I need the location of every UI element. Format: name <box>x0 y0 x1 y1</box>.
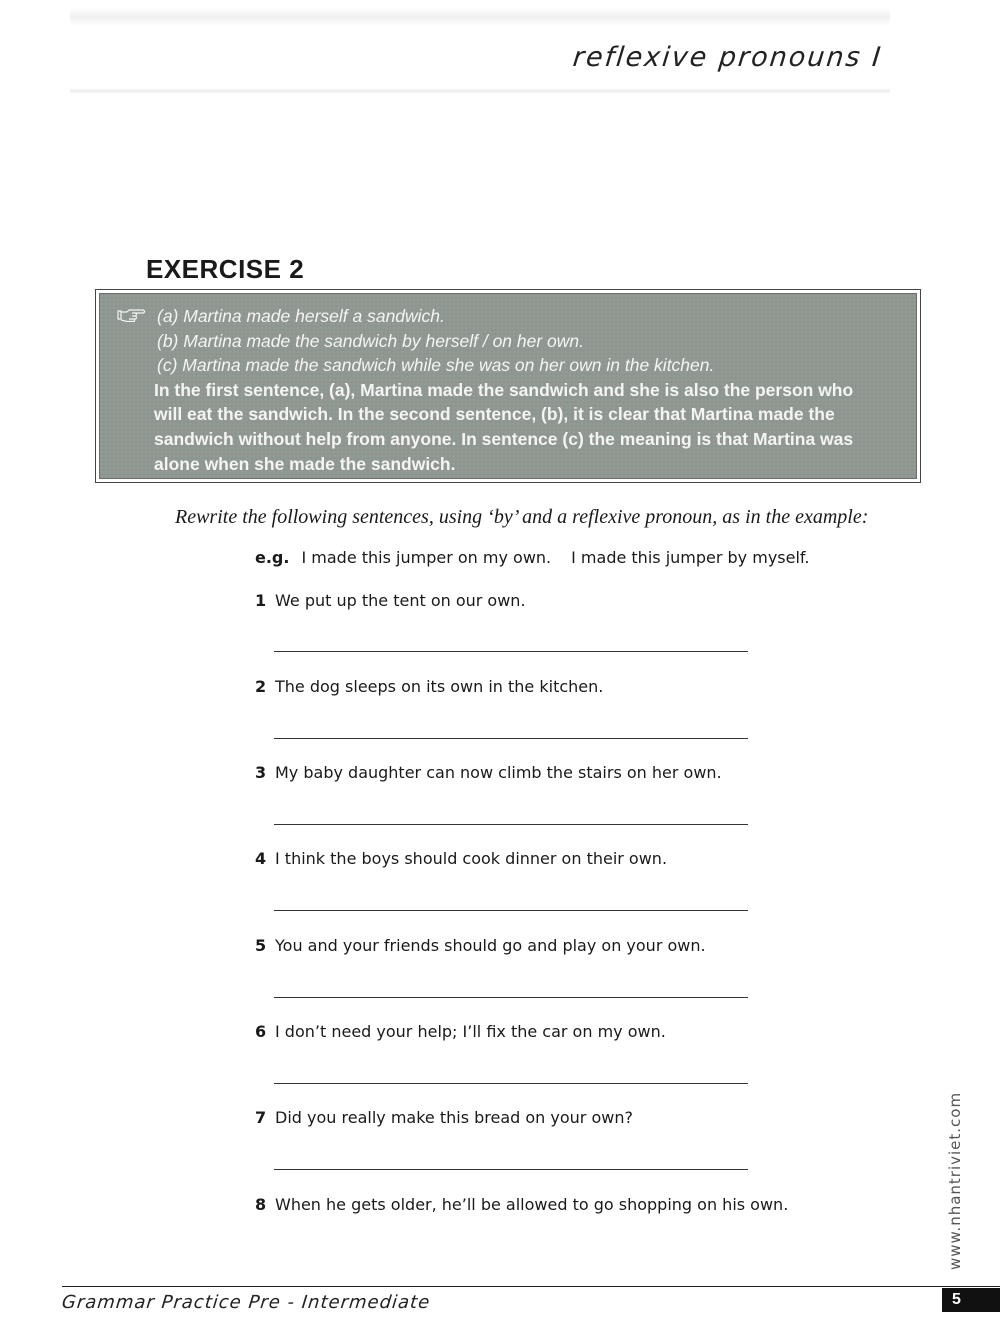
exercise-item-8 <box>255 1195 788 1214</box>
page-number: 5 <box>942 1288 1000 1312</box>
example-row <box>255 548 809 567</box>
exercise-item-1 <box>255 591 526 610</box>
footer-rule <box>62 1286 1000 1287</box>
item-text: We put up the tent on our own. <box>275 591 526 610</box>
answer-line-7[interactable] <box>274 1169 748 1170</box>
item-number: 8 <box>255 1195 267 1214</box>
exercise-item-6 <box>255 1022 666 1041</box>
answer-line-5[interactable] <box>274 997 748 998</box>
item-number: 3 <box>255 763 267 782</box>
item-text: You and your friends should go and play on your own. <box>275 936 706 955</box>
footer-book-title: Grammar Practice Pre - Intermediate <box>60 1292 432 1313</box>
item-text: I don’t need your help; I’ll fix the car on my own. <box>275 1022 666 1041</box>
answer-line-6[interactable] <box>274 1083 748 1084</box>
item-number: 2 <box>255 677 267 696</box>
exercise-item-3 <box>255 763 722 782</box>
exercise-heading: EXERCISE 2 <box>146 254 305 284</box>
grammar-box-panel <box>99 293 917 479</box>
answer-line-2[interactable] <box>274 738 748 739</box>
header-decoration <box>70 8 890 26</box>
item-text: My baby daughter can now climb the stairs on her own. <box>275 763 722 782</box>
exercise-item-2 <box>255 677 603 696</box>
example-sentence: I made this jumper on my own. <box>301 548 552 567</box>
item-text: When he gets older, he’ll be allowed to go shopping on his own. <box>275 1195 789 1214</box>
grammar-box <box>95 289 921 483</box>
item-number: 6 <box>255 1022 267 1041</box>
grammar-explanation: In the first sentence, (a), Martina made the sandwich and she is also the person who will eat the sandwich. In the second sentence, (b), it is clear that Martina made the sandwich without help from anyone. In sentence (c) the meaning is that Martina was alone when she made the sandwich. <box>154 379 854 474</box>
answer-line-3[interactable] <box>274 824 748 825</box>
item-text: Did you really make this bread on your own? <box>275 1108 633 1127</box>
example-label: e.g. <box>255 548 290 567</box>
grammar-example-a: (a) Martina made herself a sandwich. <box>157 306 445 326</box>
exercise-item-7 <box>255 1108 633 1127</box>
answer-line-1[interactable] <box>274 651 748 652</box>
grammar-example-c: (c) Martina made the sandwich while she was on her own in the kitchen. <box>157 355 715 376</box>
item-number: 5 <box>255 936 267 955</box>
item-number: 1 <box>255 591 267 610</box>
item-number: 4 <box>255 849 267 868</box>
unit-title: reflexive pronouns I <box>571 42 884 73</box>
item-text: I think the boys should cook dinner on their own. <box>275 849 668 868</box>
example-answer: I made this jumper by myself. <box>571 548 810 567</box>
exercise-instruction: Rewrite the following sentences, using ‘by’ and a reflexive pronoun, as in the example: <box>175 506 869 528</box>
answer-line-4[interactable] <box>274 910 748 911</box>
exercise-item-4 <box>255 849 667 868</box>
grammar-example-b: (b) Martina made the sandwich by herself / on her own. <box>157 330 585 351</box>
grammar-box-text <box>154 304 897 476</box>
exercise-item-5 <box>255 936 706 955</box>
publisher-url: www.nhantriviet.com <box>946 1091 964 1270</box>
header-rule <box>70 88 890 94</box>
pointing-hand-icon <box>116 306 146 322</box>
item-text: The dog sleeps on its own in the kitchen. <box>275 677 604 696</box>
item-number: 7 <box>255 1108 267 1127</box>
